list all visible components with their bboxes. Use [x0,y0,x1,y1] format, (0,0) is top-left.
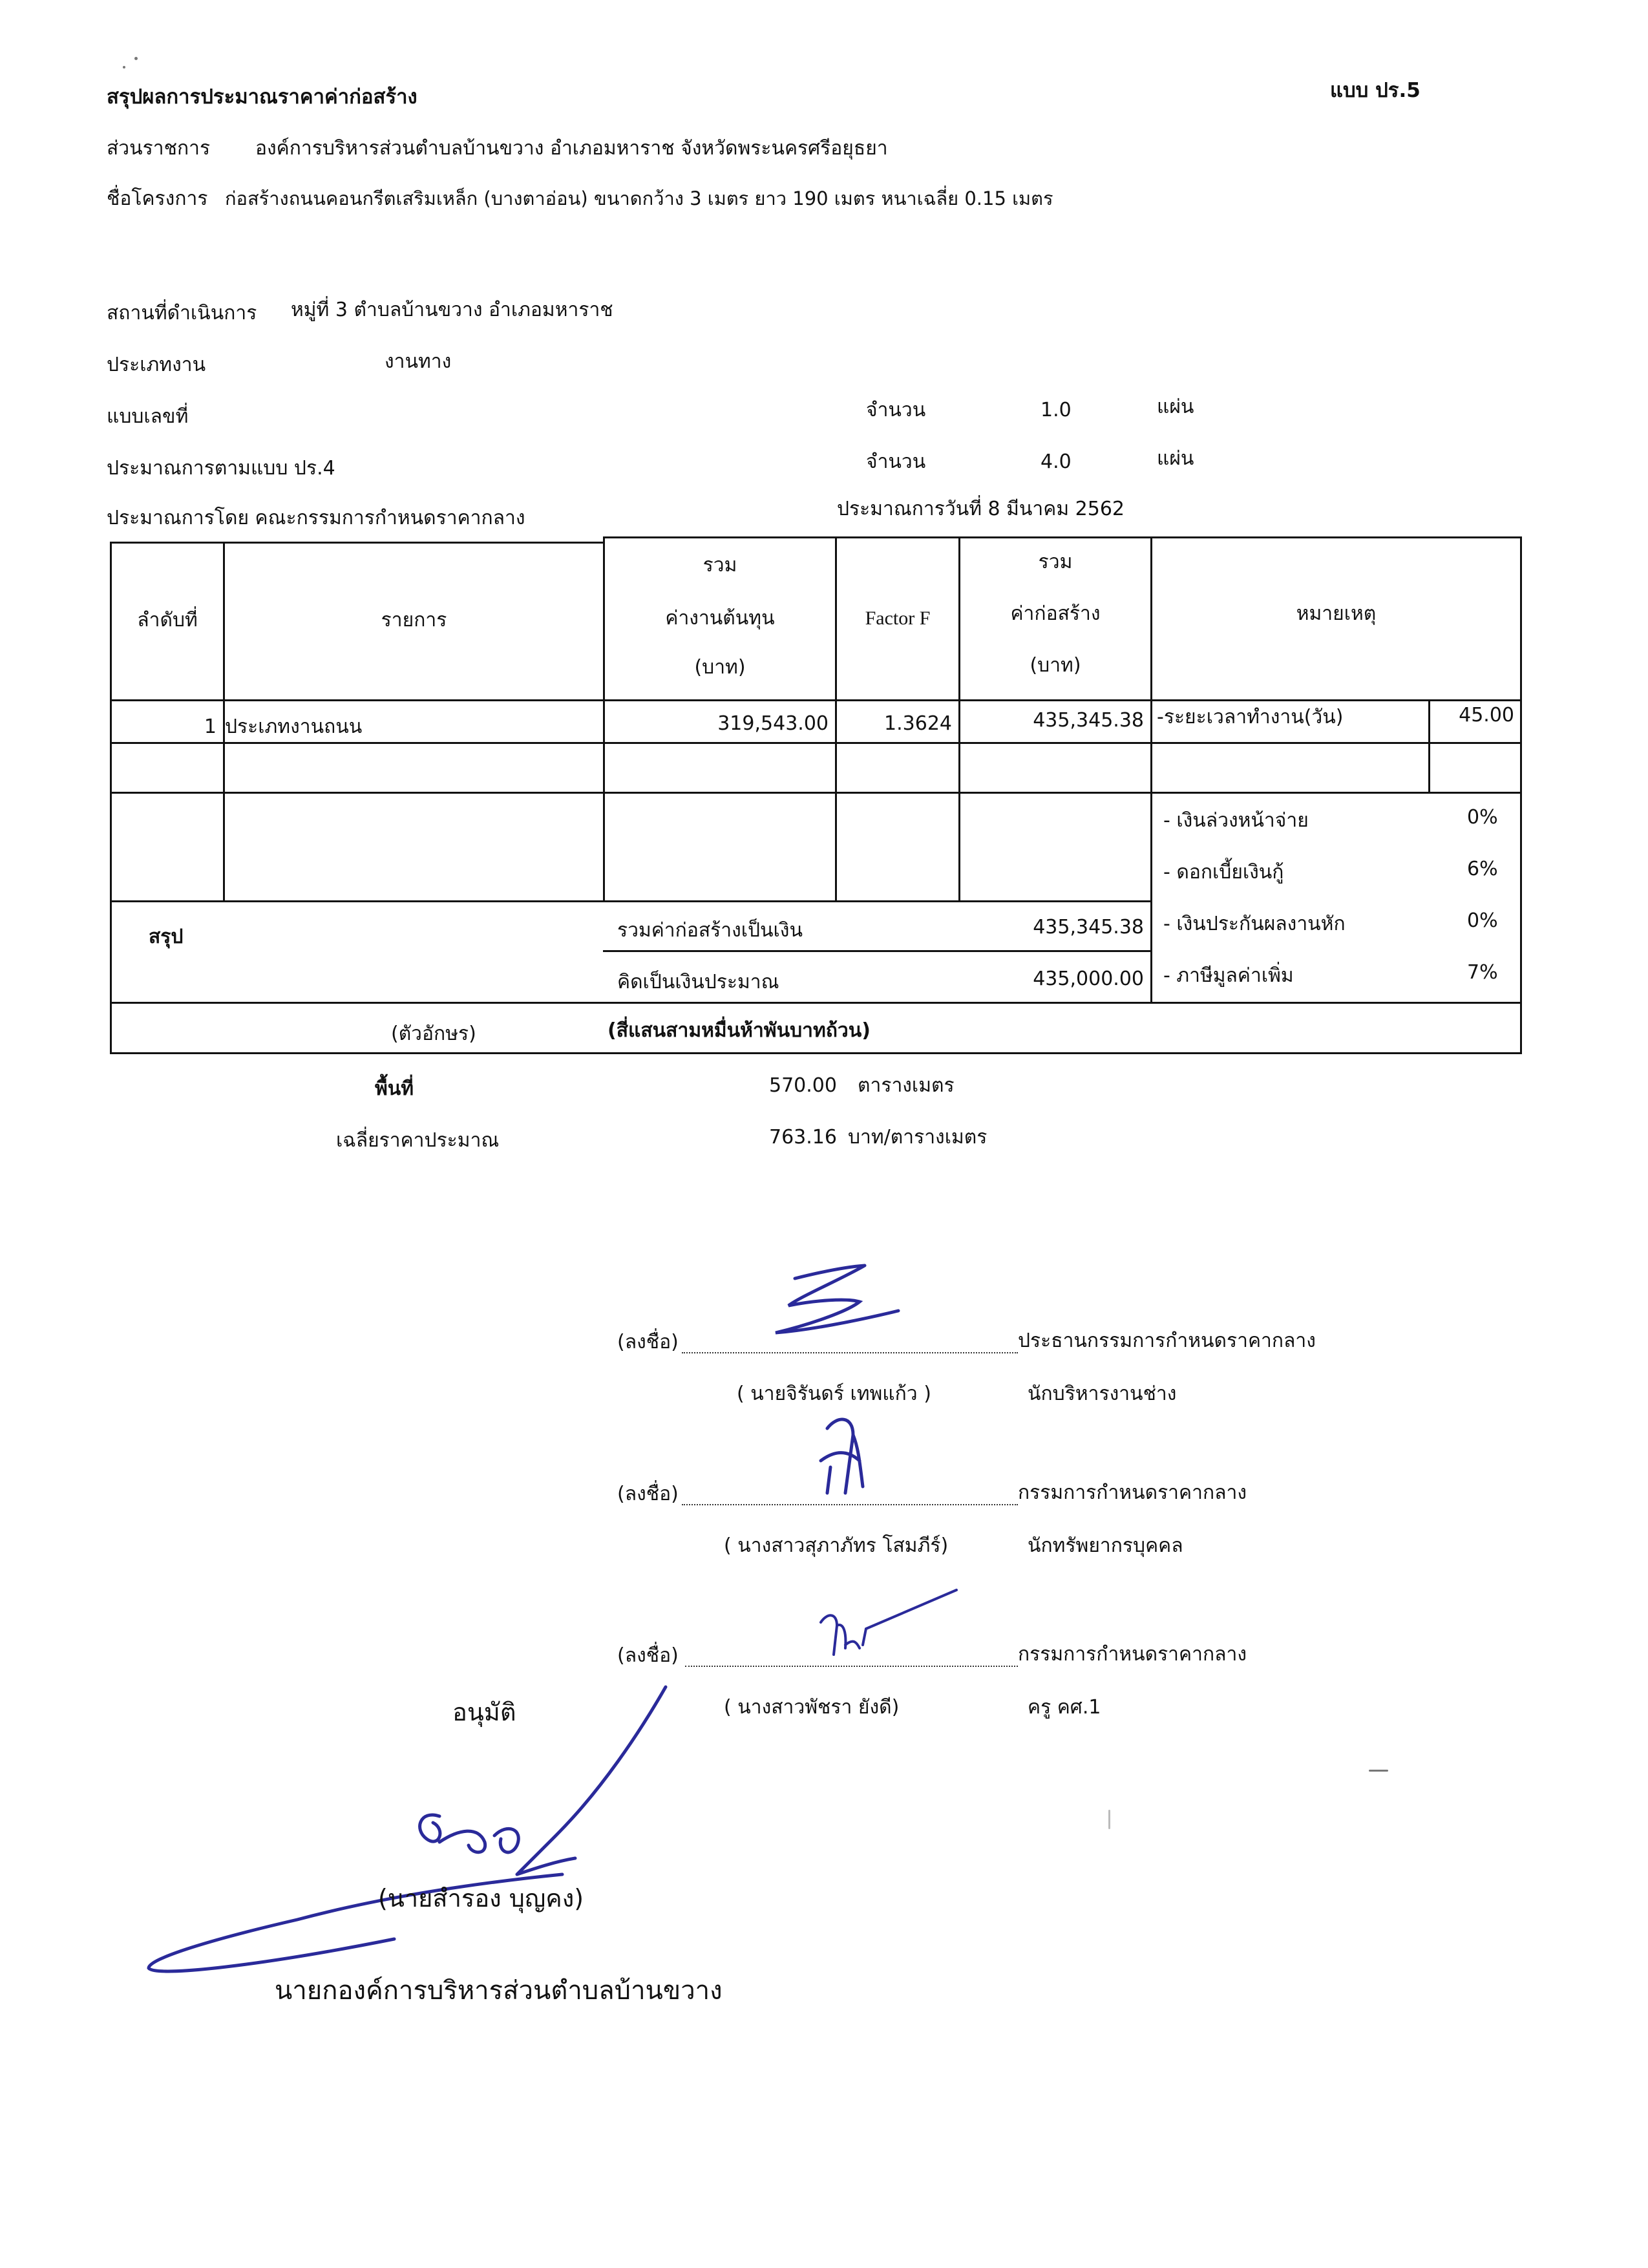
signature-1-name: ( นายจิรันดร์ เทพแก้ว ) [737,1383,931,1405]
signature-1-prefix: (ลงชื่อ) [617,1331,679,1353]
area-value: 570.00 [769,1074,837,1097]
avg-unit: บาท/ตารางเมตร [848,1126,988,1149]
condition-vat-value: 7% [1467,961,1498,984]
estimate-date: ประมาณการวันที่ 8 มีนาคม 2562 [837,498,1125,520]
estimated-by: ประมาณการโดย คณะกรรมการกำหนดราคากลาง [107,507,525,529]
location-value: หมู่ที่ 3 ตำบลบ้านขวาง อำเภอมหาราช [291,299,613,321]
signature-1-handwriting [750,1260,944,1357]
header-total-line1: รวม [1038,551,1073,573]
signature-2-role: กรรมการกำหนดราคากลาง [1018,1481,1247,1504]
approval-signature [136,1680,666,2004]
plan-no-label: แบบเลขที่ [107,405,189,428]
words-value: (สี่แสนสามหมื่นห้าพันบาทถ้วน) [607,1019,871,1042]
signature-2-position: นักทรัพยากรบุคคล [1028,1534,1183,1557]
scan-speck [1108,1810,1110,1829]
header-no: ลำดับที่ [137,609,198,631]
approval-name: (นายสำรอง บุญคง) [378,1884,584,1913]
plan-unit: แผ่น [1157,396,1194,418]
signature-3-prefix: (ลงชื่อ) [617,1644,679,1667]
area-label: พื้นที่ [375,1077,414,1100]
header-cost-line2: ค่างานต้นทุน [665,607,775,630]
document-title: สรุปผลการประมาณราคาค่าก่อสร้าง [107,85,417,109]
condition-advance-label: - เงินล่วงหน้าจ่าย [1163,809,1309,832]
plan-qty-value: 1.0 [1041,399,1072,421]
signature-2-line [682,1504,1018,1505]
signature-1-role: ประธานกรรมการกำหนดราคากลาง [1018,1330,1316,1352]
approval-position: นายกองค์การบริหารส่วนตำบลบ้านขวาง [275,1976,723,2006]
condition-advance-value: 0% [1467,806,1498,829]
row1-no: 1 [204,715,217,738]
header-total-line3: (บาท) [1030,654,1081,677]
condition-vat-label: - ภาษีมูลค่าเพิ่ม [1163,964,1294,987]
words-label: (ตัวอักษร) [391,1023,476,1045]
agency-label: ส่วนราชการ [107,137,211,160]
approx-label: คิดเป็นเงินประมาณ [617,971,779,993]
signature-2-prefix: (ลงชื่อ) [617,1483,679,1505]
estimate-label: ประมาณการตามแบบ ปร.4 [107,457,335,480]
sum-total-value: 435,345.38 [1033,916,1144,938]
sum-total-label: รวมค่าก่อสร้างเป็นเงิน [617,919,803,942]
plan-qty-label: จำนวน [866,399,926,421]
work-type-value: งานทาง [385,350,452,373]
estimate-unit: แผ่น [1157,447,1194,470]
header-cost-line1: รวม [703,554,737,577]
signature-2-name: ( นางสาวสุภาภัทร โสมภีร์) [724,1534,949,1557]
signature-3-name: ( นางสาวพัชรา ยังดี) [724,1696,900,1719]
project-label: ชื่อโครงการ [107,187,208,210]
header-item: รายการ [381,609,447,631]
scan-speck [123,66,125,69]
row1-cost: 319,543.00 [717,712,829,735]
approx-value: 435,000.00 [1033,968,1144,990]
project-value: ก่อสร้างถนนคอนกรีตเสริมเหล็ก (บางตาอ่อน) ขนาดกว้าง 3 เมตร ยาว 190 เมตร หนาเฉลี่ย 0.15 เมตร [225,187,1053,209]
header-remark: หมายเหตุ [1296,602,1377,625]
condition-interest-value: 6% [1467,858,1498,880]
avg-value: 763.16 [769,1126,837,1149]
condition-interest-label: - ดอกเบี้ยเงินกู้ [1163,861,1284,884]
row1-total: 435,345.38 [1033,709,1144,732]
signature-3-role: กรรมการกำหนดราคากลาง [1018,1643,1247,1666]
row1-remark: -ระยะเวลาทำงาน(วัน) [1157,706,1344,728]
estimate-qty-value: 4.0 [1041,450,1072,473]
estimate-qty-label: จำนวน [866,450,926,473]
header-factor: Factor F [865,608,931,629]
scan-speck [1369,1770,1388,1772]
approval-label: อนุมัติ [452,1698,516,1726]
signature-2-handwriting [808,1390,885,1500]
header-cost-line3: (บาท) [694,656,746,679]
work-type-label: ประเภทงาน [107,354,206,376]
condition-retention-value: 0% [1467,909,1498,932]
header-total-line2: ค่าก่อสร้าง [1010,602,1101,625]
area-unit: ตารางเมตร [858,1074,955,1097]
signature-3-position: ครู คศ.1 [1028,1696,1101,1719]
summary-label: สรุป [149,926,184,948]
avg-label: เฉลี่ยราคาประมาณ [336,1129,500,1152]
row1-factor: 1.3624 [884,712,952,735]
signature-3-handwriting [801,1584,963,1661]
location-label: สถานที่ดำเนินการ [107,302,257,324]
condition-retention-label: - เงินประกันผลงานหัก [1163,913,1346,935]
scan-speck [134,57,138,60]
signature-3-line [685,1666,1018,1667]
row1-item: ประเภทงานถนน [225,715,363,738]
form-code: แบบ ปร.5 [1330,79,1421,102]
signature-1-position: นักบริหารงานช่าง [1028,1383,1177,1405]
agency-value: องค์การบริหารส่วนตำบลบ้านขวาง อำเภอมหาราช จังหวัดพระนครศรีอยุธยา [255,137,888,160]
row1-remark-value: 45.00 [1459,704,1514,726]
